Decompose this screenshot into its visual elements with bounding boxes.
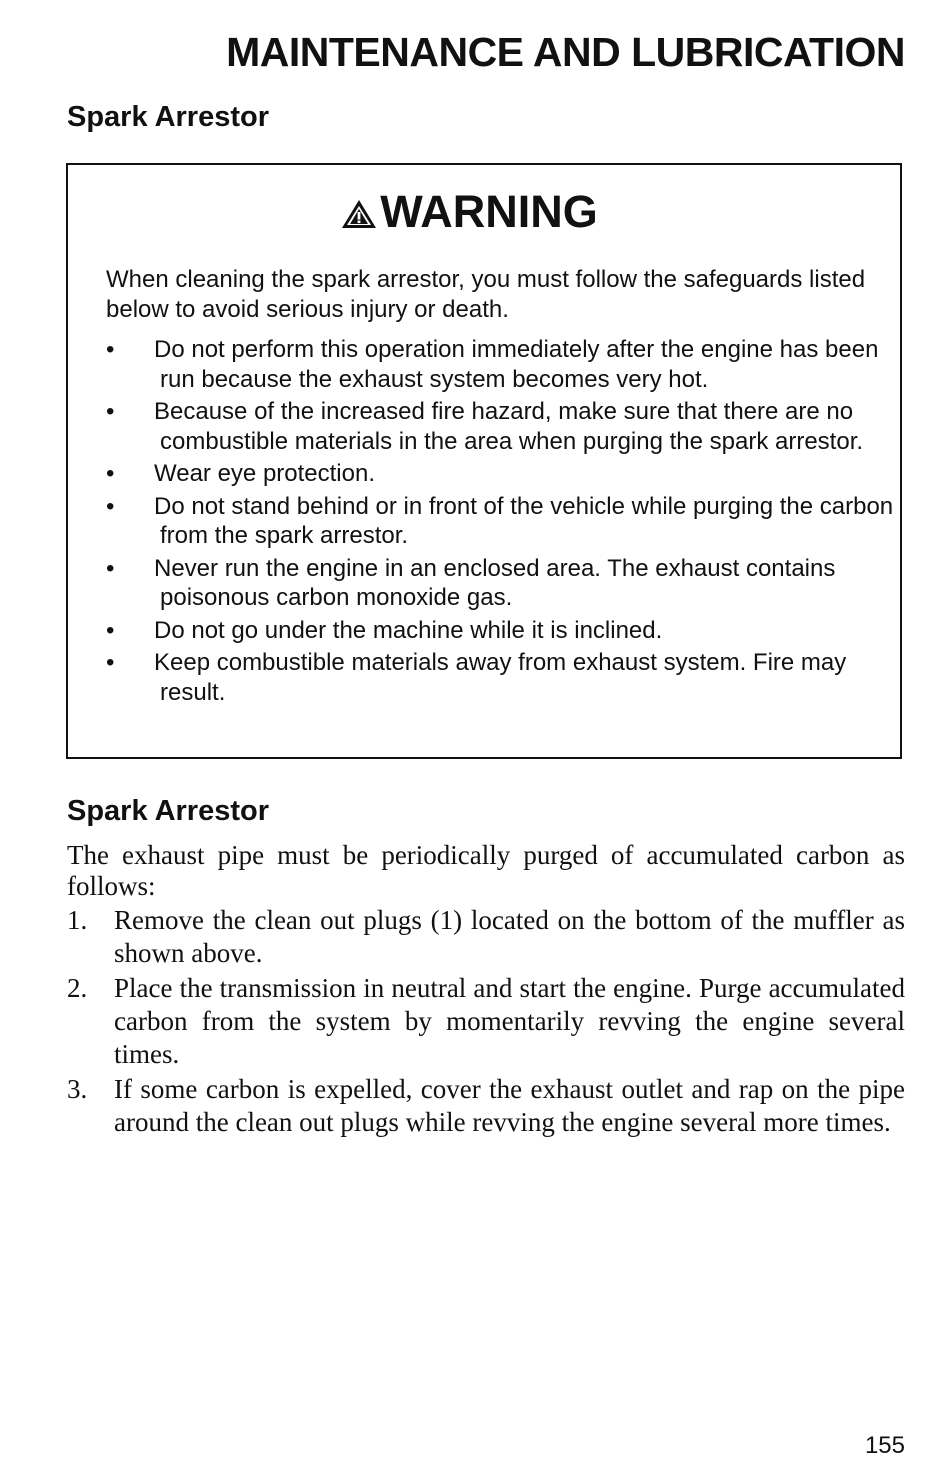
- page-header-title: MAINTENANCE AND LUBRICATION: [226, 29, 905, 75]
- warning-intro: When cleaning the spark arrestor, you must follow the safeguards listed below to avoid serious injury or death.: [106, 266, 866, 323]
- warning-item: • Do not stand behind or in front of the vehicle while purging the carbon from the spark arrestor.: [106, 492, 896, 551]
- procedure-step: [67, 904, 905, 970]
- step-text: If some carbon is expelled, cover the exhaust outlet and rap on the pipe around the clean out plugs while revving the engine several more times.: [114, 1074, 905, 1137]
- step-number: 1.: [67, 905, 88, 935]
- page-number: 155: [864, 1432, 905, 1459]
- section-title-warning: Spark Arrestor: [67, 101, 270, 133]
- warning-list: [106, 335, 896, 710]
- step-text: Place the transmission in neutral and start the engine. Purge accumulated carbon from the system by momentarily revving the engine several times.: [114, 973, 905, 1069]
- step-number: 2.: [67, 973, 88, 1003]
- step-number: 3.: [67, 1074, 88, 1104]
- warning-item: • Never run the engine in an enclosed area. The exhaust contains poisonous carbon monoxide gas.: [106, 554, 896, 613]
- step-text: Remove the clean out plugs (1) located on the bottom of the muffler as shown above.: [114, 905, 905, 968]
- section-title-procedure: Spark Arrestor: [67, 795, 270, 827]
- warning-item: • Do not perform this operation immediately after the engine has been run because the exhaust system becomes very hot.: [106, 335, 896, 394]
- warning-item: • Do not go under the machine while it is inclined.: [106, 616, 896, 646]
- warning-triangle-icon: [340, 198, 378, 230]
- procedure-step: [67, 1073, 905, 1139]
- procedure-steps: [67, 904, 905, 1141]
- procedure-step: [67, 972, 905, 1071]
- warning-item: • Keep combustible materials away from exhaust system. Fire may result.: [106, 648, 896, 707]
- warning-item: • Because of the increased fire hazard, make sure that there are no combustible materials in the area when purging the spark arrestor.: [106, 397, 896, 456]
- procedure-intro: The exhaust pipe must be periodically purged of accumulated carbon as follows:: [67, 840, 905, 901]
- warning-heading: [68, 187, 900, 239]
- warning-item: • Wear eye protection.: [106, 459, 896, 489]
- warning-heading-text: WARNING: [380, 186, 598, 237]
- warning-box: [66, 163, 902, 759]
